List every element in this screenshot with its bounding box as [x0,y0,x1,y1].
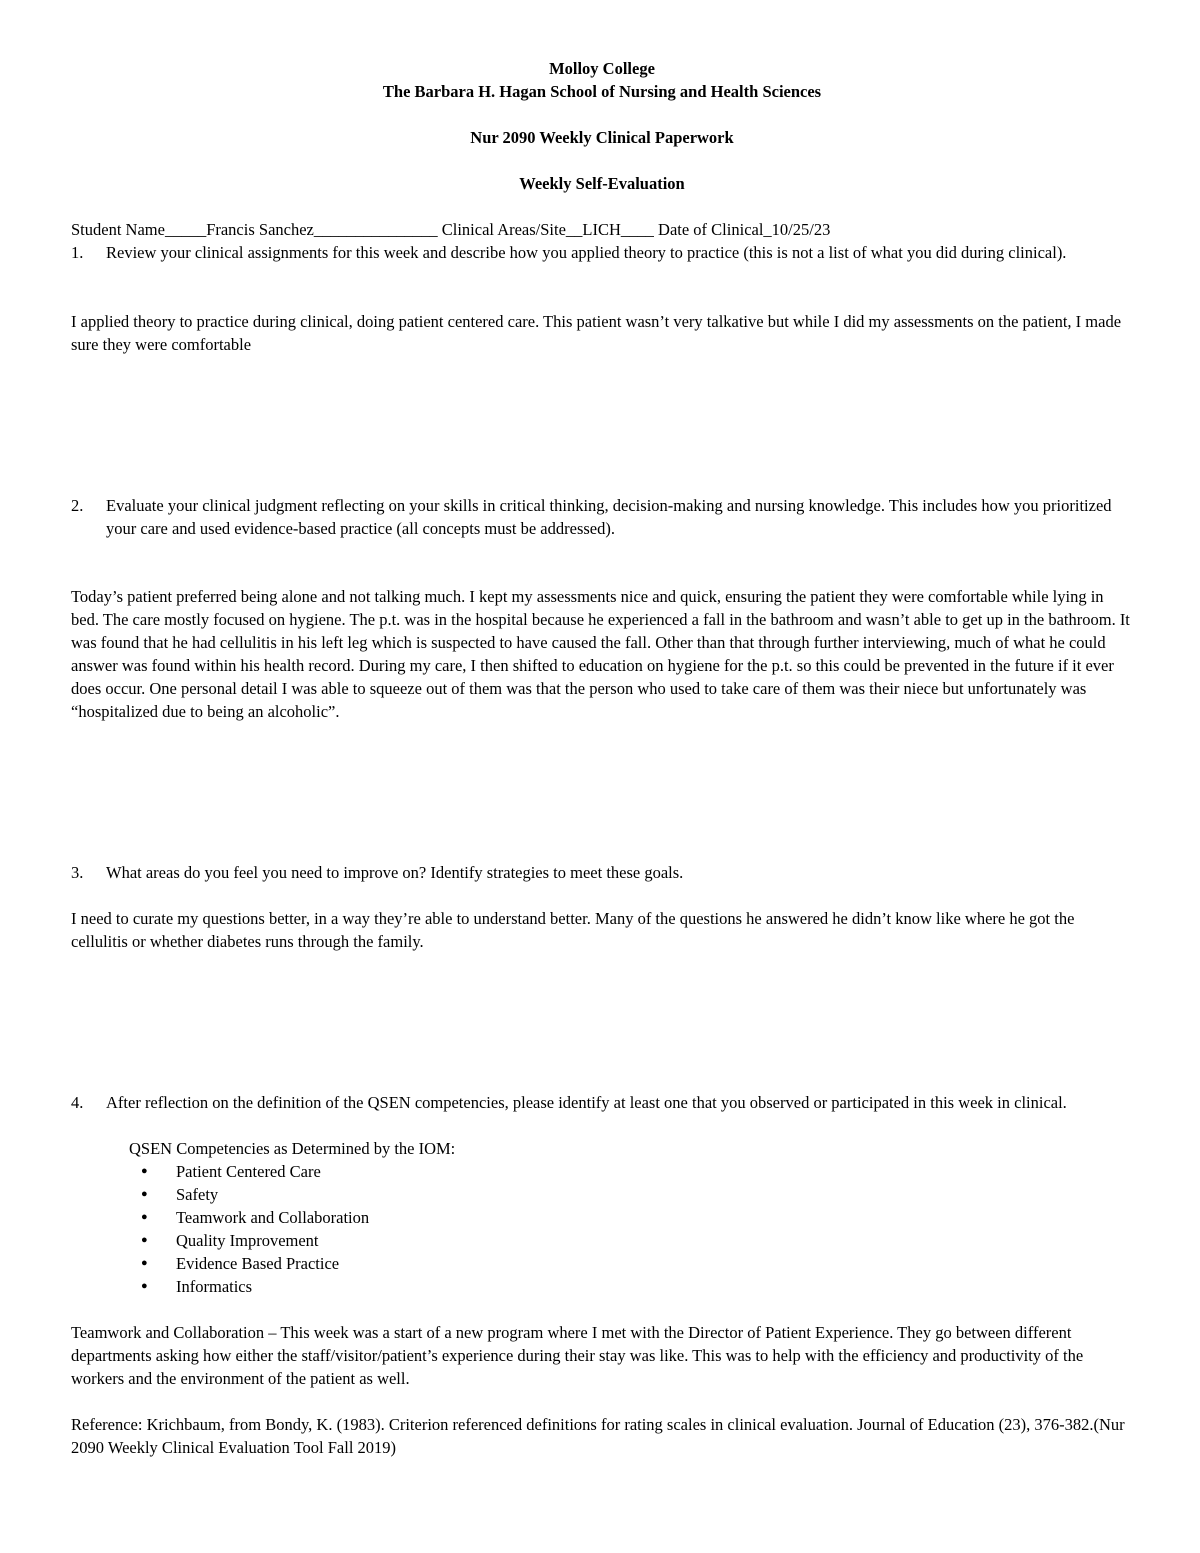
question-4 [71,1091,1133,1114]
qsen-heading: QSEN Competencies as Determined by the IOM: [129,1139,456,1158]
list-item: ● Evidence Based Practice [141,1252,1133,1275]
question-text: Review your clinical assignments for this week and describe how you applied theory to practice (this is not a list of what you did during clinical). [106,243,1067,262]
question-2 [71,494,1133,540]
question-text: After reflection on the definition of the QSEN competencies, please identify at least one that you observed or participated in this week in clinical. [106,1093,1067,1112]
student-info-line: Student Name_____Francis Sanchez_______________ Clinical Areas/Site__LICH____ Date of Clinical_10/25/23 [71,220,831,239]
list-item: ● Patient Centered Care [141,1160,1133,1183]
answer-3: I need to curate my questions better, in a way they’re able to understand better. Many of the questions he answered he didn’t know like where he got the cellulitis or whether diabetes runs through the family. [71,909,1075,951]
answer-1: I applied theory to practice during clinical, doing patient centered care. This patient wasn’t very talkative but while I did my assessments on the patient, I made sure they were comfortable [71,312,1122,354]
question-text: What areas do you feel you need to improve on? Identify strategies to meet these goals. [106,863,684,882]
school-name: The Barbara H. Hagan School of Nursing and Health Sciences [382,82,822,101]
list-item: ● Informatics [141,1275,1133,1298]
list-item: ● Quality Improvement [141,1229,1133,1252]
answer-4: Teamwork and Collaboration – This week was a start of a new program where I met with the Director of Patient Experience. They go between different departments asking how either the staff/visitor/patient’s experience during their stay was like. This was to help with the efficiency and productivity of the workers and the environment of the patient as well. [71,1323,1084,1388]
question-number: 1. [71,243,84,262]
question-3 [71,861,1133,884]
question-number: 4. [71,1093,84,1112]
question-text: Evaluate your clinical judgment reflecting on your skills in critical thinking, decision-making and nursing knowledge. This includes how you prioritized your care and used evidence-based practice (all concepts must be addressed). [106,496,1112,538]
list-item: ● Teamwork and Collaboration [141,1206,1133,1229]
answer-2: Today’s patient preferred being alone and not talking much. I kept my assessments nice and quick, ensuring the patient they were comfortable while lying in bed. The care mostly focused on hygiene. The p.t. was in the hospital because he experienced a fall in the bathroom and wasn’t able to get up in the bathroom. It was found that he had cellulitis in his left leg which is suspected to have caused the fall. Other than that through further interviewing, much of what he could answer was found within his health record. During my care, I then shifted to education on hygiene for the p.t. so this could be prevented in the future if it ever does occur. One personal detail I was able to squeeze out of them was that the person who used to take care of them was their niece but unfortunately was “hospitalized due to being an alcoholic”. [71,587,1130,721]
reference: Reference: Krichbaum, from Bondy, K. (1983). Criterion referenced definitions for rating scales in clinical evaluation. Journal of Education (23), 376-382.(Nur 2090 Weekly Clinical Evaluation Tool Fall 2019) [71,1415,1125,1457]
header [71,57,1133,218]
document-page [71,57,1133,1459]
course-title: Nur 2090 Weekly Clinical Paperwork [470,128,734,147]
question-number: 2. [71,496,84,515]
college-name: Molloy College [549,59,655,78]
question-1 [71,241,1133,264]
question-number: 3. [71,863,84,882]
list-item: ● Safety [141,1183,1133,1206]
qsen-list [71,1160,1133,1298]
form-title: Weekly Self-Evaluation [519,174,685,193]
